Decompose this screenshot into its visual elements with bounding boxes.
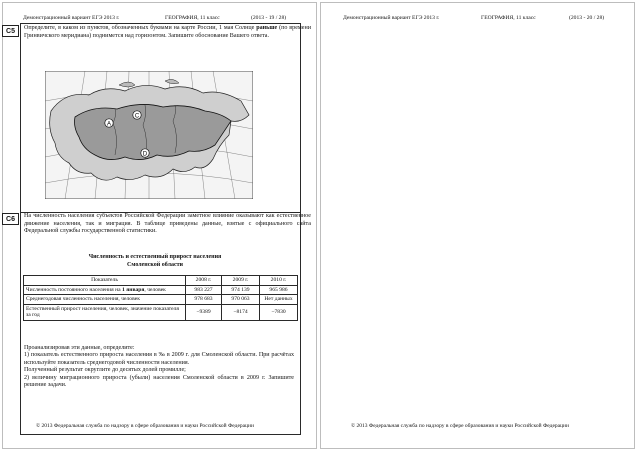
task-c5-text-a: Определите, в каком из пунктов, обозначенных буквами на карте России, 1 мая Солнце bbox=[24, 25, 255, 31]
table-title-line-1: Численность и естественный прирост населения bbox=[88, 254, 222, 260]
table-header-indicator: Показатель bbox=[24, 276, 186, 286]
table-row bbox=[24, 285, 298, 295]
table-row-label: Численность постоянного населения на 1 января, человек bbox=[24, 285, 186, 295]
svg-text:A: A bbox=[106, 121, 112, 128]
table-cell: 978 683 bbox=[186, 295, 222, 305]
table-cell: 965 986 bbox=[260, 285, 298, 295]
map-point-d bbox=[141, 149, 149, 158]
table-cell: 970 063 bbox=[222, 295, 260, 305]
table-cell: Нет данных bbox=[260, 295, 298, 305]
instruction-line: Проанализировав эти данные, определите: bbox=[24, 345, 135, 351]
table-row bbox=[24, 304, 298, 320]
table-cell: −7830 bbox=[260, 304, 298, 320]
table-cell: 974 139 bbox=[222, 285, 260, 295]
table-cell: −9389 bbox=[186, 304, 222, 320]
task-c6-instructions bbox=[24, 345, 294, 389]
map-point-a bbox=[105, 119, 113, 128]
task-c6-text: На численность населения субъектов Российской Федерации заметное влияние оказывают как естественное движение населения, так и миграция. В таблице приведены данные, взятые с официального сайта Федеральной службы государственной статистики. bbox=[24, 213, 311, 235]
table-row bbox=[24, 295, 298, 305]
instruction-line: Полученный результат округлите до десятых долей промилле; bbox=[24, 367, 186, 374]
table-row-label: Среднегодовая численность населения, человек bbox=[24, 295, 186, 305]
header-subject: ГЕОГРАФИЯ, 11 класс bbox=[481, 15, 536, 21]
footer-copyright: © 2013 Федеральная служба по надзору в сфере образования и науки Российской Федерации bbox=[351, 423, 569, 429]
task-c5-text-bold: раньше bbox=[256, 25, 278, 31]
header-page-number: (2013 - 20 / 28) bbox=[569, 15, 605, 21]
instruction-line: 1) показатель естественного прироста населения в ‰ в 2009 г. для Смоленской области. При расчётах используйте показатель среднегодовой численности населения. bbox=[24, 352, 294, 366]
map-point-c bbox=[133, 111, 141, 120]
task-code-c5: С5 bbox=[2, 25, 19, 37]
instruction-line: 2) величину миграционного прироста (убыли) населения Смоленской области в 2009 г. Запишите решение задачи. bbox=[24, 374, 294, 389]
page-left bbox=[2, 2, 317, 449]
table-cell: 983 227 bbox=[186, 285, 222, 295]
population-table bbox=[23, 275, 298, 321]
svg-text:D: D bbox=[142, 151, 148, 158]
table-cell: −8174 bbox=[222, 304, 260, 320]
table-title-line-2: Смоленской области bbox=[126, 262, 184, 268]
table-header-row bbox=[24, 276, 298, 286]
svg-text:C: C bbox=[134, 113, 140, 120]
header-left-title: Демонстрационный вариант ЕГЭ 2013 г. bbox=[343, 15, 440, 21]
page-right bbox=[320, 2, 635, 449]
table-header-2009: 2009 г. bbox=[222, 276, 260, 286]
header-subject: ГЕОГРАФИЯ, 11 класс bbox=[165, 15, 220, 21]
task-c5-text-b: (по времени Гринвичского меридиана) поднимется над горизонтом. Запишите обоснование Вашего ответа. bbox=[24, 25, 311, 39]
table-header-2008: 2008 г. bbox=[186, 276, 222, 286]
header-page-number: (2013 - 19 / 28) bbox=[251, 15, 287, 21]
table-header-2010: 2010 г. bbox=[260, 276, 298, 286]
russia-map bbox=[45, 71, 253, 199]
header-left-title: Демонстрационный вариант ЕГЭ 2013 г. bbox=[23, 15, 120, 21]
task-c5-text bbox=[24, 25, 311, 40]
footer-copyright: © 2013 Федеральная служба по надзору в сфере образования и науки Российской Федерации bbox=[36, 423, 254, 429]
table-row-label: Естественный прирост населения, человек, значение показателя за год bbox=[24, 304, 186, 320]
task-code-c6: С6 bbox=[2, 213, 19, 225]
